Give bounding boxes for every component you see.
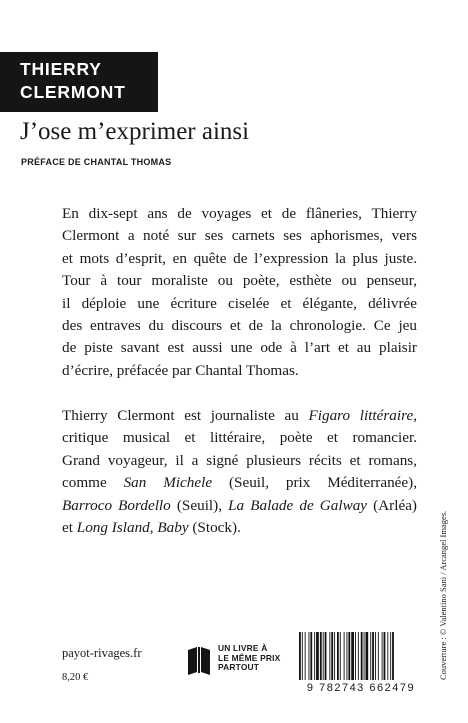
book-reference: La Balade de Galway bbox=[228, 496, 368, 514]
barcode-bar bbox=[351, 632, 354, 680]
barcode-bar bbox=[378, 632, 379, 680]
open-book-icon bbox=[186, 646, 212, 676]
barcode-bar bbox=[325, 632, 327, 680]
cover-photo-credit: Couverture : © Valentino Sani / Arcangel Images. bbox=[438, 510, 448, 680]
blurb-paragraph bbox=[62, 203, 417, 382]
barcode-bar bbox=[316, 632, 319, 680]
preface-credit: PRÉFACE DE CHANTAL THOMAS bbox=[21, 157, 172, 167]
barcode-bar bbox=[348, 632, 350, 680]
barcode-bar bbox=[370, 632, 371, 680]
barcode-bar bbox=[334, 632, 335, 680]
barcode-bar bbox=[337, 632, 339, 680]
barcode-bar bbox=[366, 632, 369, 680]
bio-line: critique musical et littéraire, poète et romancier. bbox=[62, 429, 417, 447]
blurb-line: des entraves du discours et de la chronologie. Ce jeu bbox=[62, 317, 417, 335]
barcode-bar bbox=[375, 632, 376, 680]
author-banner bbox=[0, 52, 158, 112]
bio-line: Barroco Bordello (Seuil), La Balade de Galway (Arléa) bbox=[62, 496, 417, 514]
barcode-bar bbox=[364, 632, 365, 680]
blurb-line: d’écrire, préfacée par Chantal Thomas. bbox=[62, 361, 299, 379]
barcode-bar bbox=[384, 632, 386, 680]
book-reference: Barroco Bordello bbox=[62, 496, 171, 514]
blurb-line: En dix-sept ans de voyages et de flâneries, Thierry bbox=[62, 205, 417, 222]
isbn-digits: 9 782743 662479 bbox=[306, 682, 416, 694]
barcode-bar bbox=[382, 632, 383, 680]
author-first-name: THIERRY bbox=[20, 59, 102, 79]
publication-title: Figaro littéraire bbox=[308, 407, 414, 424]
isbn-barcode bbox=[298, 632, 424, 680]
barcode-bar bbox=[392, 632, 394, 680]
barcode-bar bbox=[387, 632, 388, 680]
single-price-slogan: UN LIVRE À LE MÊME PRIX PARTOUT bbox=[218, 643, 281, 673]
blurb-line: Clermont a noté sur ses carnets ses aphorismes, vers bbox=[62, 227, 417, 245]
barcode-bar bbox=[310, 632, 312, 680]
barcode-bar bbox=[320, 632, 322, 680]
barcode-bar bbox=[302, 632, 303, 680]
bio-line: Grand voyageur, il a signé plusieurs récits et romans, bbox=[62, 451, 417, 469]
blurb-line: et mots d’esprit, en quête de l’expression la plus juste. bbox=[62, 249, 417, 267]
barcode-bar bbox=[347, 632, 348, 680]
barcode-bar bbox=[331, 632, 333, 680]
barcode-bar bbox=[329, 632, 330, 680]
barcode-bar bbox=[390, 632, 391, 680]
barcode-bar bbox=[344, 632, 345, 680]
barcode-bar bbox=[314, 632, 315, 680]
book-reference: Long Island, Baby bbox=[76, 519, 189, 537]
price: 8,20 € bbox=[62, 672, 89, 683]
book-title: J’ose m’exprimer ainsi bbox=[20, 118, 250, 145]
book-reference: San Michele bbox=[123, 474, 213, 492]
bio-line: et Long Island, Baby (Stock). bbox=[62, 519, 241, 537]
publisher-website: payot-rivages.fr bbox=[62, 646, 142, 660]
barcode-bar bbox=[372, 632, 374, 680]
barcode-bar bbox=[299, 632, 301, 680]
barcode-bar bbox=[340, 632, 341, 680]
barcode-bar bbox=[305, 632, 306, 680]
barcode-bar bbox=[355, 632, 356, 680]
barcode-bar bbox=[358, 632, 359, 680]
blurb-line: Tour à tour moraliste ou poète, esthète ou penseur, bbox=[62, 272, 417, 290]
author-last-name: CLERMONT bbox=[20, 82, 126, 102]
bio-line: comme San Michele (Seuil, prix Méditerranée), bbox=[62, 474, 417, 492]
bio-line: Thierry Clermont est journaliste au Figaro littéraire, bbox=[62, 407, 417, 424]
blurb-line: de piste savant est aussi une ode à l’art et au plaisir bbox=[62, 339, 417, 357]
blurb-line: il déploie une écriture ciselée et élégante, délivrée bbox=[62, 294, 417, 312]
barcode-bar bbox=[323, 632, 324, 680]
barcode-bar bbox=[309, 632, 310, 680]
barcode-bar bbox=[361, 632, 363, 680]
author-bio-paragraph bbox=[62, 405, 417, 539]
